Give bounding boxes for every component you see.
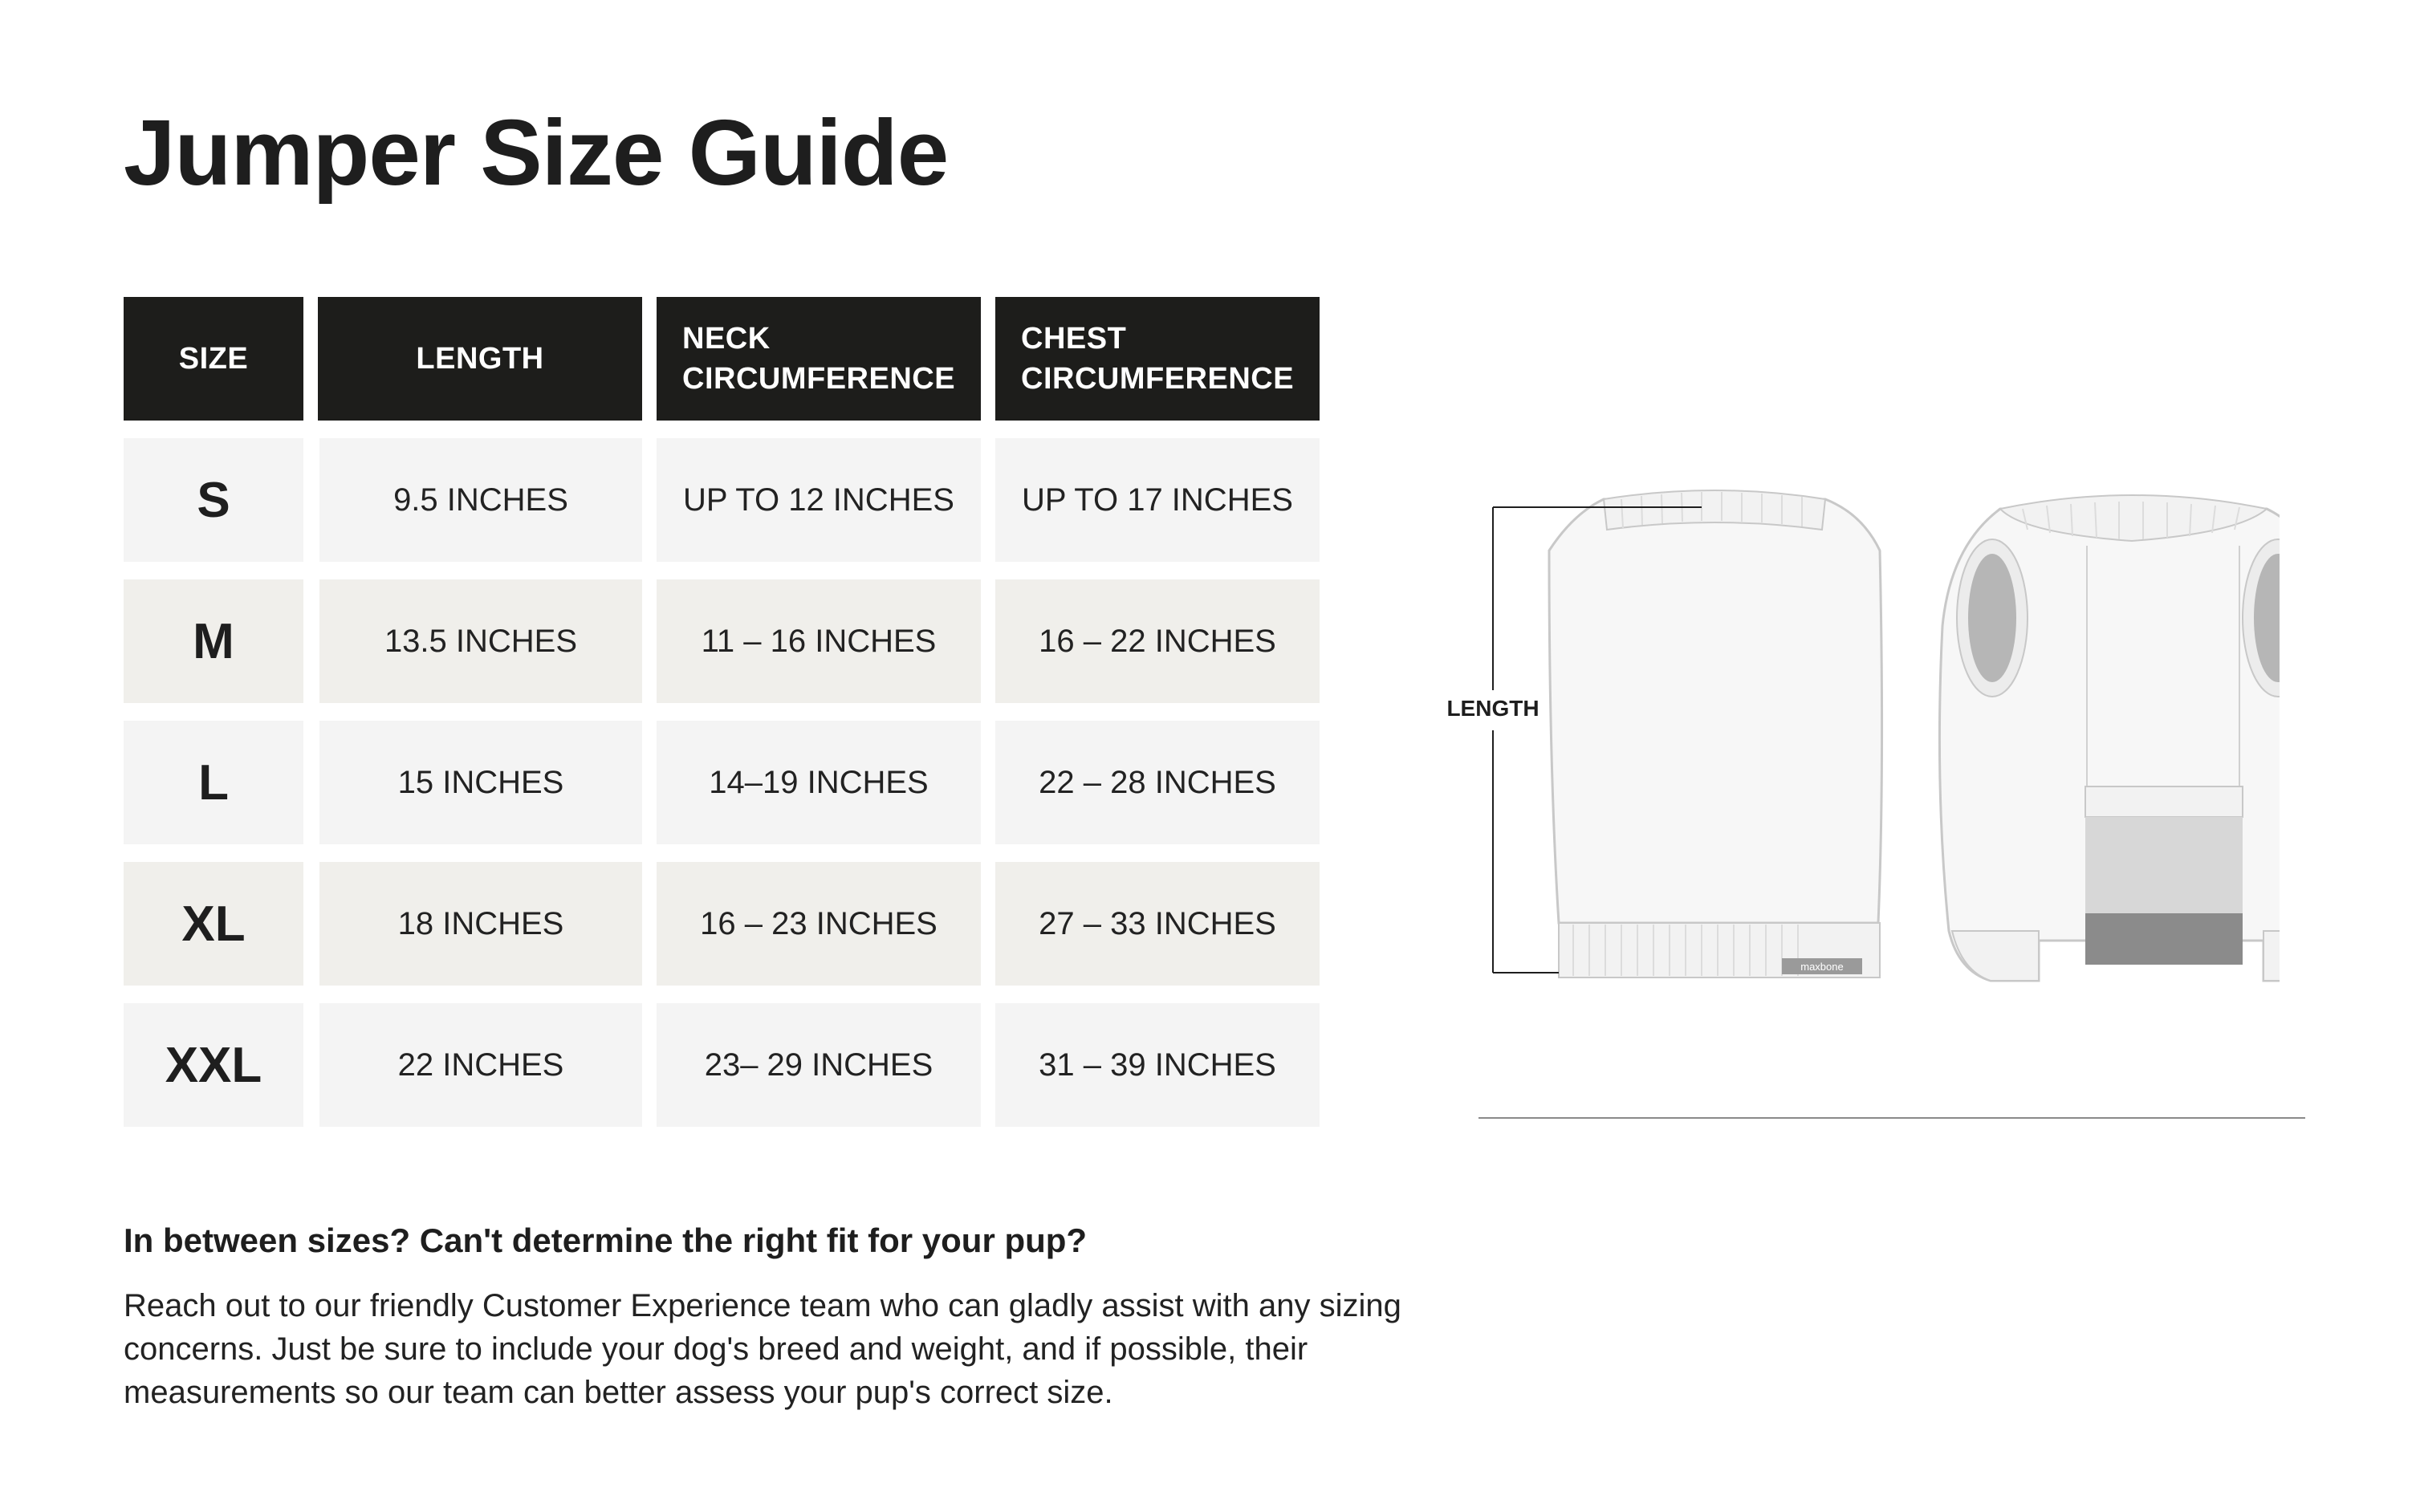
brand-tag: maxbone	[1800, 961, 1844, 973]
header-neck-circumference: NECK CIRCUMFERENCE	[657, 297, 981, 421]
neck-cell: 16 – 23 INCHES	[657, 862, 981, 986]
jumper-front-illustration	[1446, 490, 1881, 978]
neck-cell: 11 – 16 INCHES	[657, 579, 981, 703]
chest-cell: 16 – 22 INCHES	[995, 579, 1320, 703]
length-label: LENGTH	[1446, 696, 1539, 721]
length-cell: 22 INCHES	[319, 1003, 642, 1127]
header-chest-circumference: CHEST CIRCUMFERENCE	[995, 297, 1320, 421]
header-size: SIZE	[124, 297, 303, 421]
size-cell: XL	[124, 862, 303, 986]
neck-cell: UP TO 12 INCHES	[657, 438, 981, 562]
neck-cell: 14–19 INCHES	[657, 721, 981, 844]
neck-cell: 23– 29 INCHES	[657, 1003, 981, 1127]
chest-cell: 22 – 28 INCHES	[995, 721, 1320, 844]
chest-cell: UP TO 17 INCHES	[995, 438, 1320, 562]
page-title: Jumper Size Guide	[124, 100, 949, 205]
chest-cell: 27 – 33 INCHES	[995, 862, 1320, 986]
length-cell: 13.5 INCHES	[319, 579, 642, 703]
header-length: LENGTH	[318, 297, 642, 421]
size-cell: M	[124, 579, 303, 703]
chest-cell: 31 – 39 INCHES	[995, 1003, 1320, 1127]
jumper-diagram	[1429, 449, 2280, 1011]
size-cell: S	[124, 438, 303, 562]
help-question: In between sizes? Can't determine the right fit for your pup?	[124, 1221, 1088, 1259]
divider	[1478, 1117, 2305, 1119]
length-cell: 9.5 INCHES	[319, 438, 642, 562]
size-cell: XXL	[124, 1003, 303, 1127]
length-cell: 18 INCHES	[319, 862, 642, 986]
length-cell: 15 INCHES	[319, 721, 642, 844]
help-body: Reach out to our friendly Customer Experience team who can gladly assist with any sizing concerns. Just be sure to include your dog's breed and weight, and if possible, their measurements so our team can better assess your pup's correct size.	[124, 1288, 1401, 1410]
size-cell: L	[124, 721, 303, 844]
jumper-back-illustration	[1939, 495, 2280, 981]
